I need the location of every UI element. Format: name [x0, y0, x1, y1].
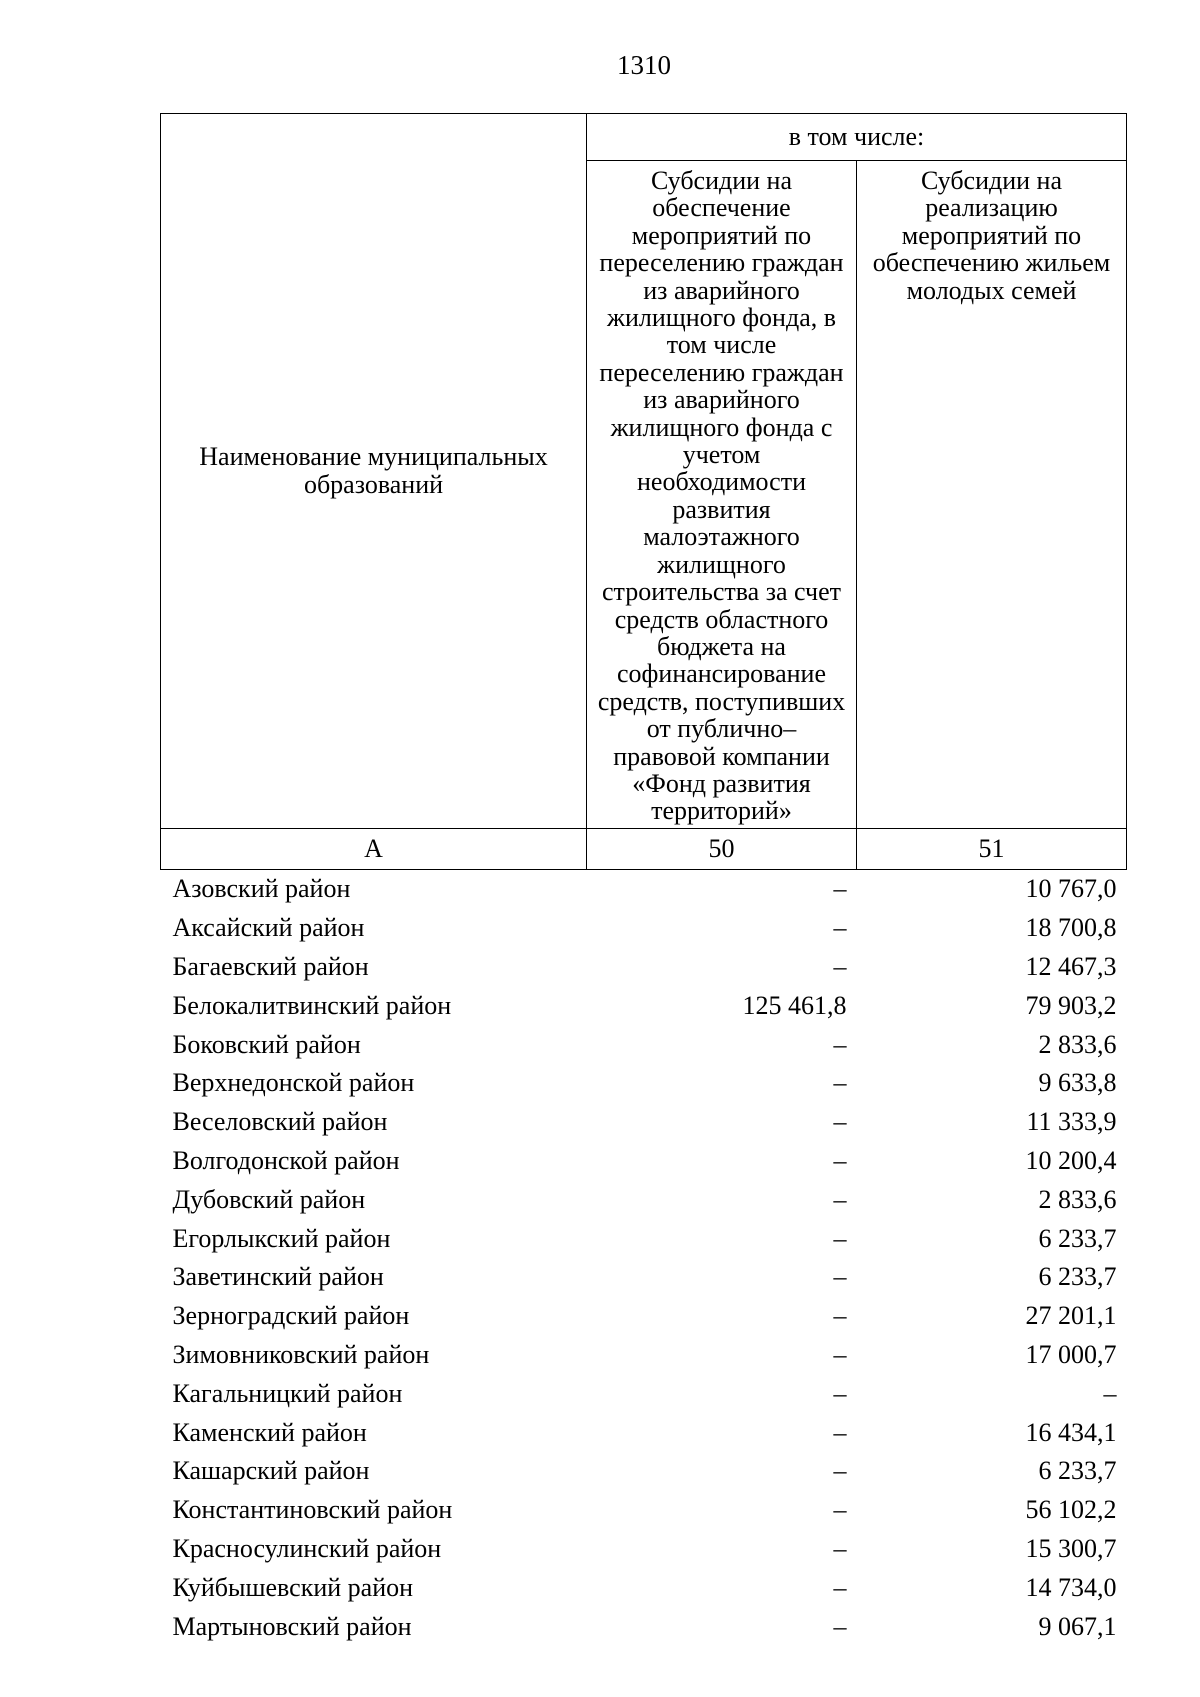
table-row	[161, 1529, 1127, 1568]
table-row	[161, 1297, 1127, 1336]
table-body	[161, 869, 1127, 1645]
row-value-51: 6 233,7	[1038, 1223, 1117, 1253]
table-header	[161, 114, 1127, 870]
table-row	[161, 1141, 1127, 1180]
row-name: Волгодонской район	[172, 1146, 400, 1176]
row-name: Каменский район	[172, 1417, 367, 1447]
table-row	[161, 1258, 1127, 1297]
row-value-51: 17 000,7	[1025, 1340, 1117, 1369]
table-row	[161, 1064, 1127, 1103]
row-value-50: –	[833, 1029, 847, 1059]
row-name: Зерноградский район	[172, 1301, 410, 1331]
row-value-50: –	[833, 1378, 847, 1408]
row-value-50: –	[833, 1184, 847, 1214]
table-row	[161, 1413, 1127, 1452]
row-value-51: 18 700,8	[1025, 913, 1117, 943]
header-name-column: Наименование муниципальных образований	[161, 114, 587, 829]
row-value-50: –	[833, 1495, 847, 1525]
row-value-51: 27 201,1	[1025, 1301, 1117, 1331]
table-row	[161, 1219, 1127, 1258]
row-value-51: 6 233,7	[1038, 1262, 1117, 1292]
table-row	[161, 1180, 1127, 1219]
row-value-50: –	[833, 913, 847, 943]
row-name: Дубовский район	[172, 1184, 366, 1214]
row-value-51: 2 833,6	[1038, 1184, 1117, 1214]
row-value-50: –	[833, 1262, 847, 1292]
row-value-50: –	[833, 1107, 847, 1137]
page-number: 1310	[617, 50, 671, 80]
row-value-50: –	[833, 1572, 847, 1602]
row-name: Егорлыкский район	[172, 1223, 391, 1253]
row-value-50: –	[833, 1301, 847, 1331]
table-row	[161, 947, 1127, 986]
table-row	[161, 1103, 1127, 1142]
table-row	[161, 909, 1127, 948]
row-value-50: –	[833, 1068, 847, 1098]
table-row	[161, 1491, 1127, 1530]
row-name: Багаевский район	[172, 952, 369, 982]
code-name: А	[161, 828, 587, 869]
table-row	[161, 1025, 1127, 1064]
header-column-50: Субсидии на обеспечение мероприятий по переселению граждан из аварийного жилищного фонда, в том числе переселению граждан из аварийного жилищного фонда с учетом необходимости развития малоэтажного жилищного строительства за счет средств областного бюджета на софинансирование средств, поступивших от публично–правовой компании «Фонд развития территорий»	[587, 161, 857, 829]
header-including: в том числе:	[587, 114, 1127, 161]
row-value-51: 6 233,7	[1038, 1456, 1117, 1486]
row-name: Константиновский район	[172, 1495, 453, 1525]
row-name: Заветинский район	[172, 1262, 384, 1292]
table-row	[161, 1335, 1127, 1374]
table-row	[161, 986, 1127, 1025]
row-name: Красносулинский район	[172, 1533, 442, 1563]
row-value-51: 15 300,7	[1025, 1533, 1117, 1563]
row-name: Зимовниковский район	[172, 1340, 430, 1369]
row-value-50: –	[833, 1533, 847, 1563]
row-value-51: 2 833,6	[1038, 1029, 1117, 1059]
subsidy-table	[160, 113, 1127, 1646]
row-value-51: 10 767,0	[1025, 874, 1117, 904]
row-value-51: 56 102,2	[1025, 1495, 1117, 1525]
row-name: Кашарский район	[172, 1456, 370, 1486]
row-value-51: –	[1103, 1378, 1117, 1408]
row-value-51: 9 633,8	[1038, 1068, 1117, 1098]
row-name: Азовский район	[172, 874, 351, 904]
table-row	[161, 1607, 1127, 1646]
row-value-50: –	[833, 874, 847, 904]
row-name: Верхнедонской район	[172, 1068, 415, 1098]
code-50: 50	[587, 828, 857, 869]
row-value-50: –	[833, 1456, 847, 1486]
row-name: Куйбышевский район	[172, 1572, 414, 1602]
row-value-50: –	[833, 1417, 847, 1447]
row-value-51: 11 333,9	[1026, 1107, 1117, 1137]
table-row	[161, 1374, 1127, 1413]
row-value-50: –	[833, 1611, 847, 1641]
table-row	[161, 869, 1127, 908]
row-value-51: 79 903,2	[1025, 990, 1117, 1020]
row-value-50: 125 461,8	[742, 990, 847, 1020]
row-value-50: –	[833, 1340, 847, 1369]
row-value-50: –	[833, 1223, 847, 1253]
header-column-51: Субсидии на реализацию мероприятий по обеспечению жильем молодых семей	[857, 161, 1127, 829]
row-name: Веселовский район	[172, 1107, 388, 1137]
row-value-51: 16 434,1	[1025, 1417, 1117, 1447]
row-name: Белокалитвинский район	[172, 990, 452, 1020]
row-value-51: 12 467,3	[1025, 952, 1117, 982]
row-name: Аксайский район	[172, 913, 365, 943]
row-value-51: 9 067,1	[1038, 1611, 1117, 1641]
row-name: Боковский район	[172, 1029, 361, 1059]
row-name: Мартыновский район	[172, 1611, 412, 1641]
table-row	[161, 1568, 1127, 1607]
row-value-51: 14 734,0	[1025, 1572, 1117, 1602]
row-name: Кагальницкий район	[172, 1378, 403, 1408]
code-51: 51	[857, 828, 1127, 869]
row-value-50: –	[833, 1146, 847, 1176]
table-row	[161, 1452, 1127, 1491]
row-value-50: –	[833, 952, 847, 982]
row-value-51: 10 200,4	[1025, 1146, 1117, 1176]
